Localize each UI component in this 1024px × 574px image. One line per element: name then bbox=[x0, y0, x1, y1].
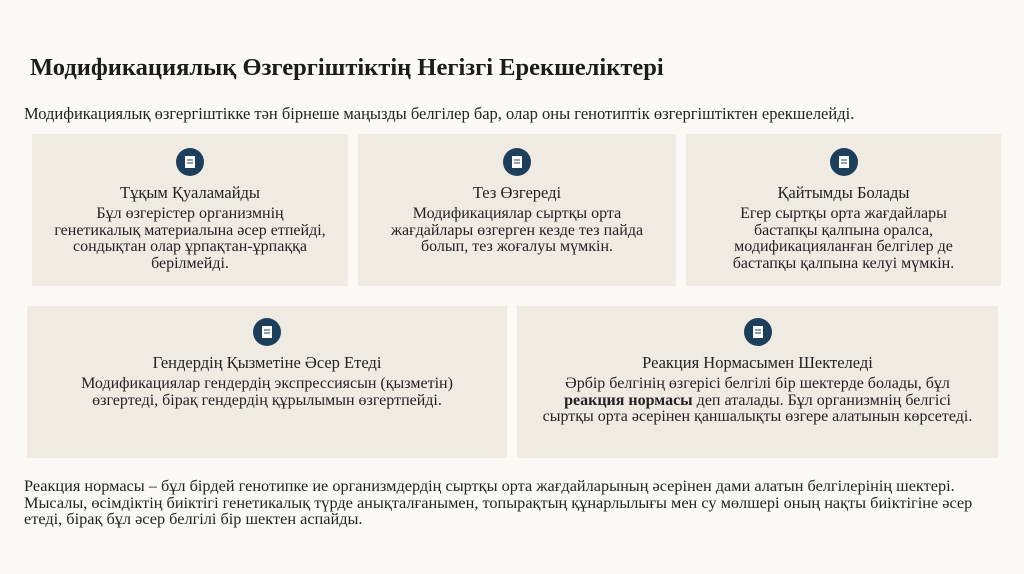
intro-text: Модификациялық өзгергіштікке тән бірнеше маңызды белгілер бар, олар оны генотиптік өзгергіштіктен ерекшелейді. bbox=[24, 104, 855, 123]
card-body-text: Әрбір белгінің өзгерісі белгілі бір шектерде болады, бұл bbox=[565, 375, 950, 392]
document-icon bbox=[253, 318, 281, 346]
card-title: Гендердің Қызметіне Әсер Етеді bbox=[152, 353, 382, 372]
page-title: Модификациялық Өзгергіштіктің Негізгі Ерекшеліктері bbox=[30, 54, 664, 81]
card-title: Тұқым Қуаламайды bbox=[119, 183, 261, 202]
card-body-bold-term: реакция нормасы bbox=[564, 391, 693, 409]
document-icon bbox=[744, 318, 772, 346]
card-body: Модификациялар гендердің экспрессиясын (қызметін) өзгертеді, бірақ гендердің құрылымын өзгертпейді. bbox=[81, 375, 453, 409]
footer-text: Реакция нормасы – бұл бірдей генотипке ие организмдердің сыртқы орта жағдайларының әсерінен дами алатын белгілерінің шектері. Мысалы, өсімдіктің биіктігі генетикалық түрде анықталғанымен, топырақтың құнарлылығы мен су мөлшері оның нақты биіктігіне әсер етеді, бірақ бұл әсер белгілі бір шектен аспайды. bbox=[24, 476, 973, 528]
document-icon bbox=[830, 148, 858, 176]
card-reaction-norm bbox=[517, 306, 998, 458]
card-body: Егер сыртқы орта жағдайлары бастапқы қалпына оралса, модификацияланған белгілер де бастапқы қалпына келуі мүмкін. bbox=[732, 205, 955, 272]
card-body-text: деп аталады. Бұл организмнің белгісі сыртқы орта әсерінен қаншалықты өзгере алатынын көрсетеді. bbox=[542, 391, 973, 425]
card-changes-quickly bbox=[358, 134, 676, 286]
card-reversible bbox=[686, 134, 1001, 286]
card-body: Бұл өзгерістер организмнің генетикалық материалына әсер етпейді, сондықтан олар ұрпақтан-ұрпаққа берілмейді. bbox=[54, 205, 326, 272]
card-body: Модификациялар сыртқы орта жағдайлары өзгерген кезде тез пайда болып, тез жоғалуы мүмкін. bbox=[390, 205, 644, 255]
card-not-inherited bbox=[32, 134, 348, 286]
document-icon bbox=[176, 148, 204, 176]
document-icon bbox=[503, 148, 531, 176]
card-title: Тез Өзгереді bbox=[472, 183, 562, 202]
card-title: Реакция Нормасымен Шектеледі bbox=[642, 353, 873, 372]
card-title: Қайтымды Болады bbox=[777, 183, 910, 202]
card-body bbox=[541, 376, 974, 426]
card-gene-function bbox=[27, 306, 507, 458]
